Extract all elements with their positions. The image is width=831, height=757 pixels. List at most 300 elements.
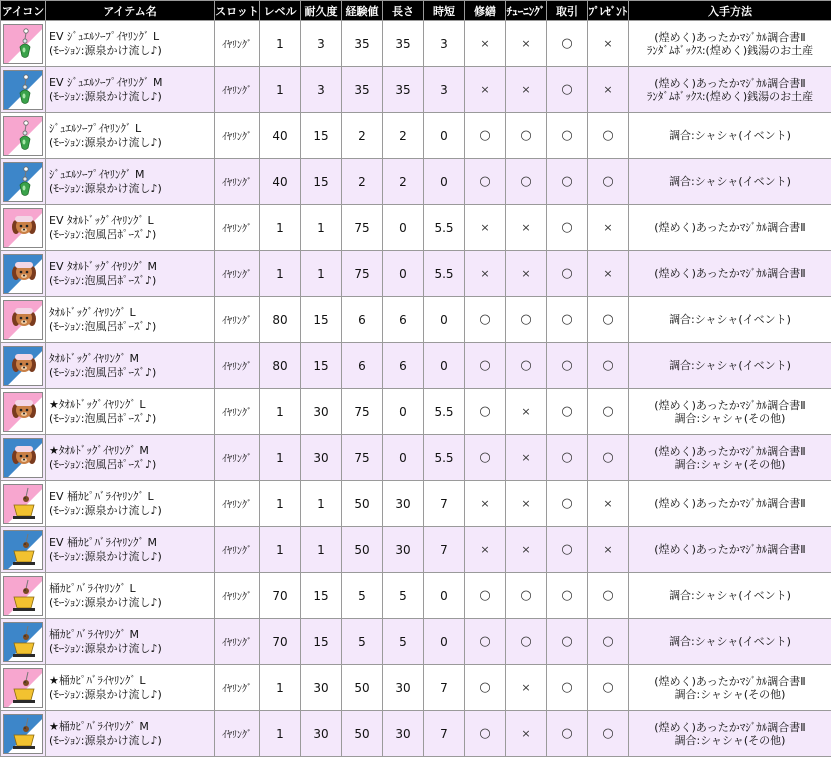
towel-dog-earring-icon xyxy=(3,438,43,478)
source-cell xyxy=(629,159,831,205)
slot-cell: ｲﾔﾘﾝｸﾞ xyxy=(215,435,260,481)
exp-cell: 5 xyxy=(342,573,383,619)
durability-cell: 15 xyxy=(301,573,342,619)
item-motion-line: (ﾓｰｼｮﾝ:源泉かけ流し♪) xyxy=(49,688,214,702)
repair-cell: ○ xyxy=(465,573,506,619)
icon-cell xyxy=(1,481,46,527)
length-cell: 0 xyxy=(383,251,424,297)
item-name xyxy=(46,527,215,573)
slot-cell: ｲﾔﾘﾝｸﾞ xyxy=(215,159,260,205)
table-row xyxy=(1,435,831,481)
exp-cell: 35 xyxy=(342,21,383,67)
slot-cell: ｲﾔﾘﾝｸﾞ xyxy=(215,297,260,343)
bucket-capybara-earring-icon xyxy=(3,668,43,708)
header-durability: 耐久度 xyxy=(301,1,342,21)
tuning-cell: × xyxy=(506,527,547,573)
table-row xyxy=(1,665,831,711)
icon-cell xyxy=(1,251,46,297)
item-motion-line: (ﾓｰｼｮﾝ:源泉かけ流し♪) xyxy=(49,550,214,564)
present-cell: ○ xyxy=(588,389,629,435)
item-motion-line: (ﾓｰｼｮﾝ:源泉かけ流し♪) xyxy=(49,136,214,150)
tuning-cell: ○ xyxy=(506,159,547,205)
source-line: 調合:シャシャ(イベント) xyxy=(631,129,829,142)
present-cell: × xyxy=(588,527,629,573)
slot-cell: ｲﾔﾘﾝｸﾞ xyxy=(215,251,260,297)
present-cell: ○ xyxy=(588,619,629,665)
repair-cell: ○ xyxy=(465,665,506,711)
header-item-name: アイテム名 xyxy=(46,1,215,21)
exp-cell: 2 xyxy=(342,159,383,205)
header-slot: スロット xyxy=(215,1,260,21)
repair-cell: × xyxy=(465,21,506,67)
shorten-cell: 5.5 xyxy=(424,435,465,481)
item-name-line: EV 桶ｶﾋﾟﾊﾞﾗｲﾔﾘﾝｸﾞ M xyxy=(49,536,214,550)
slot-cell: ｲﾔﾘﾝｸﾞ xyxy=(215,343,260,389)
source-line: 調合:シャシャ(その他) xyxy=(631,458,829,471)
length-cell: 30 xyxy=(383,527,424,573)
length-cell: 0 xyxy=(383,435,424,481)
trade-cell: ○ xyxy=(547,435,588,481)
icon-cell xyxy=(1,573,46,619)
exp-cell: 6 xyxy=(342,343,383,389)
source-cell xyxy=(629,665,831,711)
icon-cell xyxy=(1,297,46,343)
length-cell: 30 xyxy=(383,711,424,757)
source-line: 調合:シャシャ(イベント) xyxy=(631,175,829,188)
item-name xyxy=(46,113,215,159)
header-icon: アイコン xyxy=(1,1,46,21)
present-cell: ○ xyxy=(588,665,629,711)
level-cell: 1 xyxy=(260,435,301,481)
repair-cell: ○ xyxy=(465,159,506,205)
exp-cell: 5 xyxy=(342,619,383,665)
item-name-line: ★桶ｶﾋﾟﾊﾞﾗｲﾔﾘﾝｸﾞ L xyxy=(49,674,214,688)
header-repair: 修繕 xyxy=(465,1,506,21)
source-line: (煌めく)あったかﾏｼﾞｶﾙ調合書Ⅱ xyxy=(631,721,829,734)
item-name xyxy=(46,481,215,527)
present-cell: ○ xyxy=(588,113,629,159)
length-cell: 0 xyxy=(383,205,424,251)
source-cell xyxy=(629,343,831,389)
level-cell: 1 xyxy=(260,481,301,527)
trade-cell: ○ xyxy=(547,205,588,251)
jewel-soap-earring-icon xyxy=(3,162,43,202)
item-name xyxy=(46,343,215,389)
item-name-line: 桶ｶﾋﾟﾊﾞﾗｲﾔﾘﾝｸﾞ M xyxy=(49,628,214,642)
header-level: レベル xyxy=(260,1,301,21)
durability-cell: 1 xyxy=(301,527,342,573)
item-name xyxy=(46,619,215,665)
tuning-cell: × xyxy=(506,21,547,67)
icon-cell xyxy=(1,619,46,665)
repair-cell: ○ xyxy=(465,297,506,343)
present-cell: × xyxy=(588,21,629,67)
source-line: 調合:シャシャ(イベント) xyxy=(631,589,829,602)
level-cell: 1 xyxy=(260,21,301,67)
length-cell: 35 xyxy=(383,21,424,67)
slot-cell: ｲﾔﾘﾝｸﾞ xyxy=(215,113,260,159)
icon-cell xyxy=(1,435,46,481)
tuning-cell: × xyxy=(506,67,547,113)
trade-cell: ○ xyxy=(547,251,588,297)
icon-cell xyxy=(1,665,46,711)
level-cell: 1 xyxy=(260,205,301,251)
exp-cell: 6 xyxy=(342,297,383,343)
length-cell: 2 xyxy=(383,113,424,159)
present-cell: ○ xyxy=(588,343,629,389)
item-name xyxy=(46,159,215,205)
icon-cell xyxy=(1,205,46,251)
jewel-soap-earring-icon xyxy=(3,24,43,64)
tuning-cell: × xyxy=(506,389,547,435)
icon-cell xyxy=(1,343,46,389)
source-line: ﾗﾝﾀﾞﾑﾎﾞｯｸｽ:(煌めく)銭湯のお土産 xyxy=(631,44,829,57)
source-cell xyxy=(629,711,831,757)
level-cell: 1 xyxy=(260,389,301,435)
shorten-cell: 0 xyxy=(424,573,465,619)
source-line: 調合:シャシャ(その他) xyxy=(631,734,829,747)
trade-cell: ○ xyxy=(547,481,588,527)
shorten-cell: 3 xyxy=(424,21,465,67)
slot-cell: ｲﾔﾘﾝｸﾞ xyxy=(215,21,260,67)
shorten-cell: 5.5 xyxy=(424,205,465,251)
present-cell: ○ xyxy=(588,711,629,757)
item-name-line: ﾀｵﾙﾄﾞｯｸﾞｲﾔﾘﾝｸﾞ L xyxy=(49,306,214,320)
length-cell: 5 xyxy=(383,573,424,619)
source-line: 調合:シャシャ(その他) xyxy=(631,412,829,425)
repair-cell: × xyxy=(465,205,506,251)
durability-cell: 30 xyxy=(301,711,342,757)
shorten-cell: 7 xyxy=(424,711,465,757)
towel-dog-earring-icon xyxy=(3,254,43,294)
header-exp: 経験値 xyxy=(342,1,383,21)
trade-cell: ○ xyxy=(547,343,588,389)
item-name-line: ★ﾀｵﾙﾄﾞｯｸﾞｲﾔﾘﾝｸﾞ L xyxy=(49,398,214,412)
slot-cell: ｲﾔﾘﾝｸﾞ xyxy=(215,665,260,711)
trade-cell: ○ xyxy=(547,573,588,619)
slot-cell: ｲﾔﾘﾝｸﾞ xyxy=(215,527,260,573)
present-cell: ○ xyxy=(588,435,629,481)
present-cell: × xyxy=(588,481,629,527)
item-name xyxy=(46,665,215,711)
bucket-capybara-earring-icon xyxy=(3,576,43,616)
length-cell: 6 xyxy=(383,343,424,389)
trade-cell: ○ xyxy=(547,67,588,113)
icon-cell xyxy=(1,159,46,205)
present-cell: ○ xyxy=(588,159,629,205)
source-line: 調合:シャシャ(イベント) xyxy=(631,313,829,326)
table-row xyxy=(1,205,831,251)
repair-cell: × xyxy=(465,251,506,297)
shorten-cell: 0 xyxy=(424,159,465,205)
shorten-cell: 7 xyxy=(424,481,465,527)
shorten-cell: 3 xyxy=(424,67,465,113)
trade-cell: ○ xyxy=(547,711,588,757)
item-name-line: EV ﾀｵﾙﾄﾞｯｸﾞｲﾔﾘﾝｸﾞ L xyxy=(49,214,214,228)
shorten-cell: 0 xyxy=(424,343,465,389)
trade-cell: ○ xyxy=(547,619,588,665)
level-cell: 40 xyxy=(260,113,301,159)
length-cell: 30 xyxy=(383,481,424,527)
trade-cell: ○ xyxy=(547,527,588,573)
source-line: (煌めく)あったかﾏｼﾞｶﾙ調合書Ⅱ xyxy=(631,497,829,510)
icon-cell xyxy=(1,21,46,67)
trade-cell: ○ xyxy=(547,297,588,343)
item-motion-line: (ﾓｰｼｮﾝ:源泉かけ流し♪) xyxy=(49,90,214,104)
item-motion-line: (ﾓｰｼｮﾝ:泡風呂ﾎﾟｰｽﾞ♪) xyxy=(49,458,214,472)
item-name-line: ★ﾀｵﾙﾄﾞｯｸﾞｲﾔﾘﾝｸﾞ M xyxy=(49,444,214,458)
repair-cell: × xyxy=(465,67,506,113)
slot-cell: ｲﾔﾘﾝｸﾞ xyxy=(215,573,260,619)
source-cell xyxy=(629,113,831,159)
item-name-line: EV ｼﾞｭｴﾙｿｰﾌﾟｲﾔﾘﾝｸﾞ M xyxy=(49,76,214,90)
tuning-cell: × xyxy=(506,665,547,711)
source-line: (煌めく)あったかﾏｼﾞｶﾙ調合書Ⅱ xyxy=(631,543,829,556)
source-cell xyxy=(629,619,831,665)
exp-cell: 35 xyxy=(342,67,383,113)
icon-cell xyxy=(1,711,46,757)
table-row xyxy=(1,573,831,619)
exp-cell: 2 xyxy=(342,113,383,159)
length-cell: 0 xyxy=(383,389,424,435)
slot-cell: ｲﾔﾘﾝｸﾞ xyxy=(215,205,260,251)
repair-cell: ○ xyxy=(465,389,506,435)
item-motion-line: (ﾓｰｼｮﾝ:源泉かけ流し♪) xyxy=(49,734,214,748)
bucket-capybara-earring-icon xyxy=(3,484,43,524)
header-present: ﾌﾟﾚｾﾞﾝﾄ xyxy=(588,1,629,21)
length-cell: 2 xyxy=(383,159,424,205)
present-cell: × xyxy=(588,251,629,297)
item-name xyxy=(46,205,215,251)
item-name-line: EV 桶ｶﾋﾟﾊﾞﾗｲﾔﾘﾝｸﾞ L xyxy=(49,490,214,504)
durability-cell: 15 xyxy=(301,159,342,205)
item-motion-line: (ﾓｰｼｮﾝ:泡風呂ﾎﾟｰｽﾞ♪) xyxy=(49,412,214,426)
jewel-soap-earring-icon xyxy=(3,116,43,156)
trade-cell: ○ xyxy=(547,21,588,67)
towel-dog-earring-icon xyxy=(3,208,43,248)
table-row xyxy=(1,251,831,297)
source-line: (煌めく)あったかﾏｼﾞｶﾙ調合書Ⅱ xyxy=(631,221,829,234)
tuning-cell: ○ xyxy=(506,619,547,665)
header-tuning: ﾁｭｰﾆﾝｸﾞ xyxy=(506,1,547,21)
item-name-line: EV ｼﾞｭｴﾙｿｰﾌﾟｲﾔﾘﾝｸﾞ L xyxy=(49,30,214,44)
present-cell: × xyxy=(588,67,629,113)
item-name-line: ｼﾞｭｴﾙｿｰﾌﾟｲﾔﾘﾝｸﾞ L xyxy=(49,122,214,136)
item-name-line: ★桶ｶﾋﾟﾊﾞﾗｲﾔﾘﾝｸﾞ M xyxy=(49,720,214,734)
header-source: 入手方法 xyxy=(629,1,831,21)
source-cell xyxy=(629,297,831,343)
header-trade: 取引 xyxy=(547,1,588,21)
slot-cell: ｲﾔﾘﾝｸﾞ xyxy=(215,389,260,435)
item-name xyxy=(46,435,215,481)
source-cell xyxy=(629,389,831,435)
repair-cell: ○ xyxy=(465,343,506,389)
durability-cell: 30 xyxy=(301,665,342,711)
durability-cell: 15 xyxy=(301,297,342,343)
source-cell xyxy=(629,527,831,573)
source-line: ﾗﾝﾀﾞﾑﾎﾞｯｸｽ:(煌めく)銭湯のお土産 xyxy=(631,90,829,103)
level-cell: 1 xyxy=(260,527,301,573)
repair-cell: ○ xyxy=(465,619,506,665)
trade-cell: ○ xyxy=(547,113,588,159)
source-line: (煌めく)あったかﾏｼﾞｶﾙ調合書Ⅱ xyxy=(631,445,829,458)
durability-cell: 30 xyxy=(301,389,342,435)
table-row xyxy=(1,711,831,757)
length-cell: 6 xyxy=(383,297,424,343)
item-name-line: ﾀｵﾙﾄﾞｯｸﾞｲﾔﾘﾝｸﾞ M xyxy=(49,352,214,366)
source-line: (煌めく)あったかﾏｼﾞｶﾙ調合書Ⅱ xyxy=(631,31,829,44)
durability-cell: 15 xyxy=(301,113,342,159)
table-row xyxy=(1,481,831,527)
item-motion-line: (ﾓｰｼｮﾝ:源泉かけ流し♪) xyxy=(49,642,214,656)
source-line: (煌めく)あったかﾏｼﾞｶﾙ調合書Ⅱ xyxy=(631,267,829,280)
item-name xyxy=(46,389,215,435)
jewel-soap-earring-icon xyxy=(3,70,43,110)
source-cell xyxy=(629,251,831,297)
item-name xyxy=(46,297,215,343)
shorten-cell: 0 xyxy=(424,297,465,343)
tuning-cell: ○ xyxy=(506,343,547,389)
source-line: (煌めく)あったかﾏｼﾞｶﾙ調合書Ⅱ xyxy=(631,77,829,90)
towel-dog-earring-icon xyxy=(3,346,43,386)
level-cell: 1 xyxy=(260,67,301,113)
source-cell xyxy=(629,67,831,113)
item-motion-line: (ﾓｰｼｮﾝ:泡風呂ﾎﾟｰｽﾞ♪) xyxy=(49,228,214,242)
durability-cell: 15 xyxy=(301,343,342,389)
exp-cell: 50 xyxy=(342,711,383,757)
item-motion-line: (ﾓｰｼｮﾝ:源泉かけ流し♪) xyxy=(49,182,214,196)
durability-cell: 15 xyxy=(301,619,342,665)
present-cell: ○ xyxy=(588,297,629,343)
table-row xyxy=(1,619,831,665)
item-motion-line: (ﾓｰｼｮﾝ:泡風呂ﾎﾟｰｽﾞ♪) xyxy=(49,274,214,288)
exp-cell: 75 xyxy=(342,251,383,297)
exp-cell: 75 xyxy=(342,389,383,435)
header-shorten: 時短 xyxy=(424,1,465,21)
icon-cell xyxy=(1,527,46,573)
tuning-cell: ○ xyxy=(506,297,547,343)
tuning-cell: ○ xyxy=(506,113,547,159)
item-motion-line: (ﾓｰｼｮﾝ:源泉かけ流し♪) xyxy=(49,44,214,58)
item-motion-line: (ﾓｰｼｮﾝ:泡風呂ﾎﾟｰｽﾞ♪) xyxy=(49,366,214,380)
durability-cell: 1 xyxy=(301,205,342,251)
source-cell xyxy=(629,21,831,67)
level-cell: 70 xyxy=(260,619,301,665)
item-name xyxy=(46,711,215,757)
icon-cell xyxy=(1,389,46,435)
durability-cell: 3 xyxy=(301,21,342,67)
source-line: (煌めく)あったかﾏｼﾞｶﾙ調合書Ⅱ xyxy=(631,675,829,688)
header-length: 長さ xyxy=(383,1,424,21)
slot-cell: ｲﾔﾘﾝｸﾞ xyxy=(215,67,260,113)
header-row xyxy=(1,1,831,21)
table-row xyxy=(1,343,831,389)
table-row xyxy=(1,297,831,343)
slot-cell: ｲﾔﾘﾝｸﾞ xyxy=(215,619,260,665)
level-cell: 40 xyxy=(260,159,301,205)
exp-cell: 50 xyxy=(342,527,383,573)
towel-dog-earring-icon xyxy=(3,392,43,432)
source-line: 調合:シャシャ(イベント) xyxy=(631,635,829,648)
source-line: 調合:シャシャ(イベント) xyxy=(631,359,829,372)
shorten-cell: 7 xyxy=(424,527,465,573)
repair-cell: ○ xyxy=(465,435,506,481)
level-cell: 1 xyxy=(260,665,301,711)
length-cell: 35 xyxy=(383,67,424,113)
tuning-cell: ○ xyxy=(506,573,547,619)
tuning-cell: × xyxy=(506,251,547,297)
item-motion-line: (ﾓｰｼｮﾝ:源泉かけ流し♪) xyxy=(49,596,214,610)
table-row xyxy=(1,113,831,159)
tuning-cell: × xyxy=(506,711,547,757)
level-cell: 80 xyxy=(260,343,301,389)
shorten-cell: 0 xyxy=(424,619,465,665)
item-name xyxy=(46,21,215,67)
durability-cell: 3 xyxy=(301,67,342,113)
item-name-line: EV ﾀｵﾙﾄﾞｯｸﾞｲﾔﾘﾝｸﾞ M xyxy=(49,260,214,274)
tuning-cell: × xyxy=(506,435,547,481)
item-motion-line: (ﾓｰｼｮﾝ:泡風呂ﾎﾟｰｽﾞ♪) xyxy=(49,320,214,334)
shorten-cell: 0 xyxy=(424,113,465,159)
exp-cell: 75 xyxy=(342,205,383,251)
item-name xyxy=(46,67,215,113)
source-cell xyxy=(629,435,831,481)
durability-cell: 1 xyxy=(301,251,342,297)
repair-cell: × xyxy=(465,481,506,527)
bucket-capybara-earring-icon xyxy=(3,622,43,662)
trade-cell: ○ xyxy=(547,665,588,711)
length-cell: 30 xyxy=(383,665,424,711)
durability-cell: 30 xyxy=(301,435,342,481)
table-row xyxy=(1,21,831,67)
exp-cell: 75 xyxy=(342,435,383,481)
bucket-capybara-earring-icon xyxy=(3,530,43,570)
present-cell: ○ xyxy=(588,573,629,619)
tuning-cell: × xyxy=(506,481,547,527)
source-cell xyxy=(629,481,831,527)
source-cell xyxy=(629,573,831,619)
length-cell: 5 xyxy=(383,619,424,665)
level-cell: 1 xyxy=(260,711,301,757)
level-cell: 80 xyxy=(260,297,301,343)
source-line: 調合:シャシャ(その他) xyxy=(631,688,829,701)
shorten-cell: 5.5 xyxy=(424,389,465,435)
towel-dog-earring-icon xyxy=(3,300,43,340)
item-name-line: 桶ｶﾋﾟﾊﾞﾗｲﾔﾘﾝｸﾞ L xyxy=(49,582,214,596)
durability-cell: 1 xyxy=(301,481,342,527)
item-name-line: ｼﾞｭｴﾙｿｰﾌﾟｲﾔﾘﾝｸﾞ M xyxy=(49,168,214,182)
source-line: (煌めく)あったかﾏｼﾞｶﾙ調合書Ⅱ xyxy=(631,399,829,412)
exp-cell: 50 xyxy=(342,665,383,711)
bucket-capybara-earring-icon xyxy=(3,714,43,754)
icon-cell xyxy=(1,113,46,159)
slot-cell: ｲﾔﾘﾝｸﾞ xyxy=(215,711,260,757)
table-row xyxy=(1,527,831,573)
shorten-cell: 5.5 xyxy=(424,251,465,297)
table-row xyxy=(1,67,831,113)
repair-cell: ○ xyxy=(465,711,506,757)
repair-cell: × xyxy=(465,527,506,573)
tuning-cell: × xyxy=(506,205,547,251)
source-cell xyxy=(629,205,831,251)
icon-cell xyxy=(1,67,46,113)
table-row xyxy=(1,159,831,205)
trade-cell: ○ xyxy=(547,389,588,435)
table-row xyxy=(1,389,831,435)
item-name xyxy=(46,573,215,619)
slot-cell: ｲﾔﾘﾝｸﾞ xyxy=(215,481,260,527)
present-cell: × xyxy=(588,205,629,251)
